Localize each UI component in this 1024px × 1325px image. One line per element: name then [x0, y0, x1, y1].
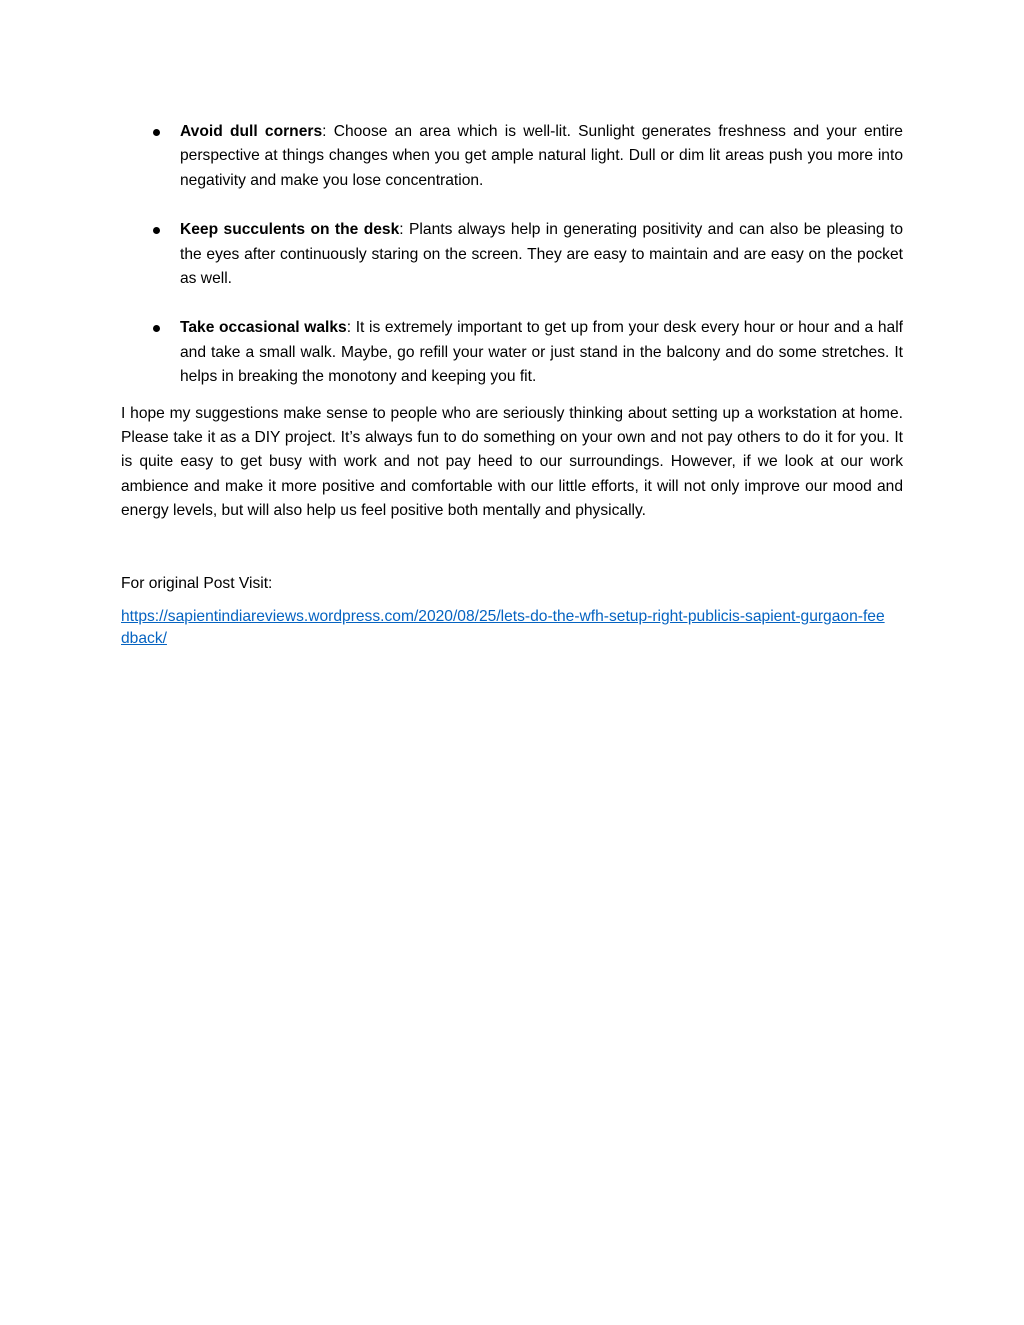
original-post-label: For original Post Visit:	[121, 574, 273, 592]
bullet-icon	[153, 129, 160, 136]
bullet-text: : Choose an area which is well-lit. Sunlight generates freshness and your entire perspective at things changes when you get ample natural light. Dull or dim lit areas push you more into negativity and make you lose concentration.	[180, 123, 903, 189]
bullet-title: Avoid dull corners	[180, 123, 323, 140]
tips-list	[121, 120, 903, 390]
bullet-icon	[153, 325, 160, 332]
list-item	[121, 316, 903, 389]
original-post-link[interactable]: https://sapientindiareviews.wordpress.com/2020/08/25/lets-do-the-wfh-setup-right-publicis-sapient-gurgaon-feedback/	[121, 608, 885, 648]
list-item	[121, 218, 903, 291]
bullet-text: : Plants always help in generating positivity and can also be pleasing to the eyes after continuously staring on the screen. They are easy to maintain and are easy on the pocket as well.	[180, 221, 903, 288]
closing-paragraph: I hope my suggestions make sense to people who are seriously thinking about setting up a workstation at home. Please take it as a DIY project. It’s always fun to do something on your own and not pay others to do it for you. It is quite easy to get busy with work and not pay heed to our surroundings. However, if we look at our work ambience and make it more positive and comfortable with our little efforts, it will not only improve our mood and energy levels, but will also help us feel positive both mentally and physically.	[121, 404, 903, 520]
bullet-title: Take occasional walks	[180, 319, 347, 337]
list-item	[121, 120, 903, 193]
bullet-title: Keep succulents on the desk	[180, 221, 400, 239]
bullet-icon	[153, 227, 160, 234]
bullet-text: : It is extremely important to get up from your desk every hour or hour and a half and take a small walk. Maybe, go refill your water or just stand in the balcony and do some stretches. It helps in breaking the monotony and keeping you fit.	[180, 319, 903, 386]
